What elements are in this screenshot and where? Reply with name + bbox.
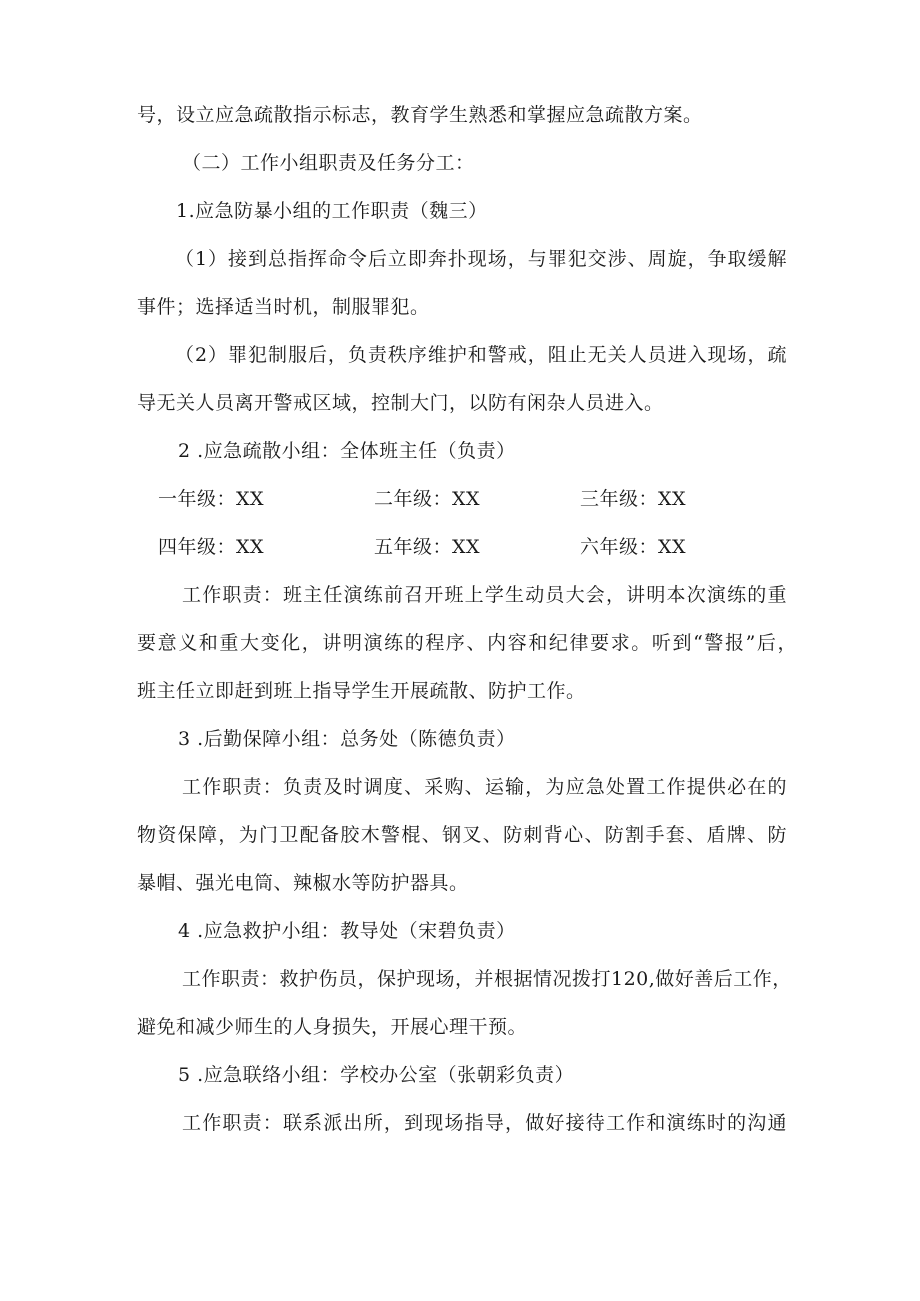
paragraph-line: 工作职责：负责及时调度、采购、运输，为应急处置工作提供必在的 bbox=[182, 776, 787, 798]
paragraph-line: 要意义和重大变化，讲明演练的程序、内容和纪律要求。听到“警报”后， bbox=[137, 632, 797, 654]
grade-teacher-item: 五年级：XX bbox=[374, 536, 481, 558]
paragraph-line: 暴帽、强光电筒、辣椒水等防护器具。 bbox=[137, 872, 469, 894]
grade-teacher-item: 一年级：XX bbox=[158, 488, 265, 510]
grade-teacher-item: 二年级：XX bbox=[374, 488, 481, 510]
paragraph-line: 物资保障，为门卫配备胶木警棍、钢叉、防刺背心、防割手套、盾牌、防 bbox=[137, 824, 787, 846]
paragraph-line: 工作职责：班主任演练前召开班上学生动员大会，讲明本次演练的重 bbox=[182, 584, 787, 606]
paragraph-line: 号，设立应急疏散指示标志，教育学生熟悉和掌握应急疏散方案。 bbox=[137, 104, 703, 126]
paragraph-line: 事件；选择适当时机，制服罪犯。 bbox=[137, 296, 430, 318]
paragraph-line: 工作职责：救护伤员，保护现场，并根据情况拨打120,做好善后工作， bbox=[182, 968, 792, 990]
grade-teacher-item: 四年级：XX bbox=[158, 536, 265, 558]
paragraph-line: （1）接到总指挥命令后立即奔扑现场，与罪犯交涉、周旋，争取缓解 bbox=[175, 248, 787, 270]
paragraph-line: 班主任立即赶到班上指导学生开展疏散、防护工作。 bbox=[137, 680, 586, 702]
section-heading: （二）工作小组职责及任务分工： bbox=[182, 152, 475, 174]
paragraph-line: （2）罪犯制服后，负责秩序维护和警戒，阻止无关人员进入现场，疏 bbox=[175, 344, 787, 366]
paragraph-line: 导无关人员离开警戒区域，控制大门，以防有闲杂人员进入。 bbox=[137, 392, 664, 414]
subsection-heading: 1.应急防暴小组的工作职责（魏三） bbox=[176, 200, 488, 222]
grade-teacher-item: 六年级：XX bbox=[580, 536, 687, 558]
subsection-heading: 3 .后勤保障小组：总务处（陈德负责） bbox=[178, 728, 516, 750]
grade-teacher-item: 三年级：XX bbox=[580, 488, 687, 510]
paragraph-line: 工作职责：联系派出所，到现场指导，做好接待工作和演练时的沟通 bbox=[182, 1112, 787, 1134]
subsection-heading: 2 .应急疏散小组：全体班主任（负责） bbox=[178, 440, 516, 462]
subsection-heading: 4 .应急救护小组：教导处（宋碧负责） bbox=[178, 920, 516, 942]
paragraph-line: 避免和减少师生的人身损失，开展心理干预。 bbox=[137, 1016, 528, 1038]
subsection-heading: 5 .应急联络小组：学校办公室（张朝彩负责） bbox=[178, 1064, 575, 1086]
